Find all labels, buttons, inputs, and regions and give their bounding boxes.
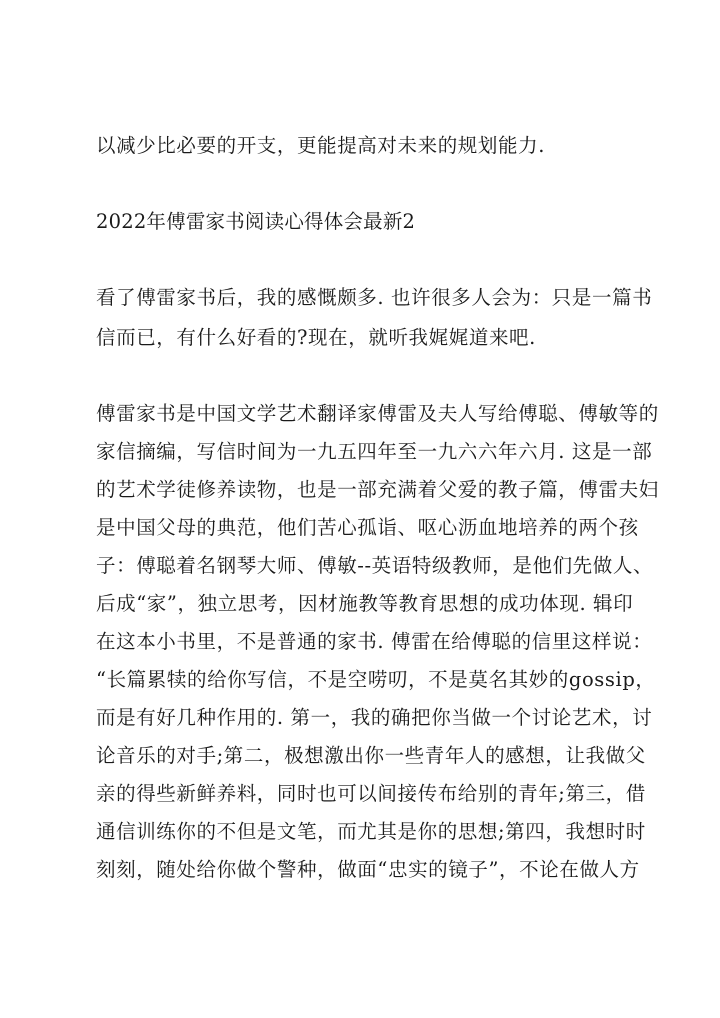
paragraph-line: 而是有好几种作用的. 第一，我的确把你当做一个讨论艺术，讨 — [96, 706, 653, 729]
paragraph-line: 在这本小书里，不是普通的家书. 傅雷在给傅聪的信里这样说： — [96, 630, 653, 653]
paragraph-line: 论音乐的对手;第二，极想激出你一些青年人的感想，让我做父 — [96, 744, 646, 767]
paragraph-line: 傅雷家书是中国文学艺术翻译家傅雷及夫人写给傅聪、傅敏等的 — [96, 402, 659, 425]
paragraph-line: 通信训练你的不但是文笔，而尤其是你的思想;第四，我想时时 — [96, 820, 646, 843]
paragraph-line: 看了傅雷家书后，我的感慨颇多. 也许很多人会为：只是一篇书 — [96, 286, 653, 309]
paragraph-line: 是中国父母的典范，他们苦心孤诣、呕心沥血地培养的两个孩 — [96, 516, 639, 539]
paragraph-line: 亲的得些新鲜养料，同时也可以间接传布给别的青年;第三，借 — [96, 782, 646, 805]
paragraph-line: “长篇累犊的给你写信，不是空唠叨，不是莫名其妙的gossip， — [96, 668, 656, 691]
section-title: 2022年傅雷家书阅读心得体会最新2 — [96, 210, 416, 233]
intro-text-line: 以减少比必要的开支，更能提高对未来的规划能力. — [96, 134, 545, 157]
paragraph-line: 后成“家”，独立思考，因材施教等教育思想的成功体现. 辑印 — [96, 592, 634, 615]
paragraph-line: 信而已，有什么好看的?现在，就听我娓娓道来吧. — [96, 326, 536, 349]
paragraph-line: 家信摘编，写信时间为一九五四年至一九六六年六月. 这是一部 — [96, 440, 653, 463]
paragraph-line: 刻刻，随处给你做个警种，做面“忠实的镜子”，不论在做人方 — [96, 858, 640, 881]
paragraph-line: 子：傅聪着名钢琴大师、傅敏--英语特级教师，是他们先做人、 — [96, 554, 654, 577]
paragraph-line: 的艺术学徒修养读物，也是一部充满着父爱的教子篇，傅雷夫妇 — [96, 478, 659, 501]
